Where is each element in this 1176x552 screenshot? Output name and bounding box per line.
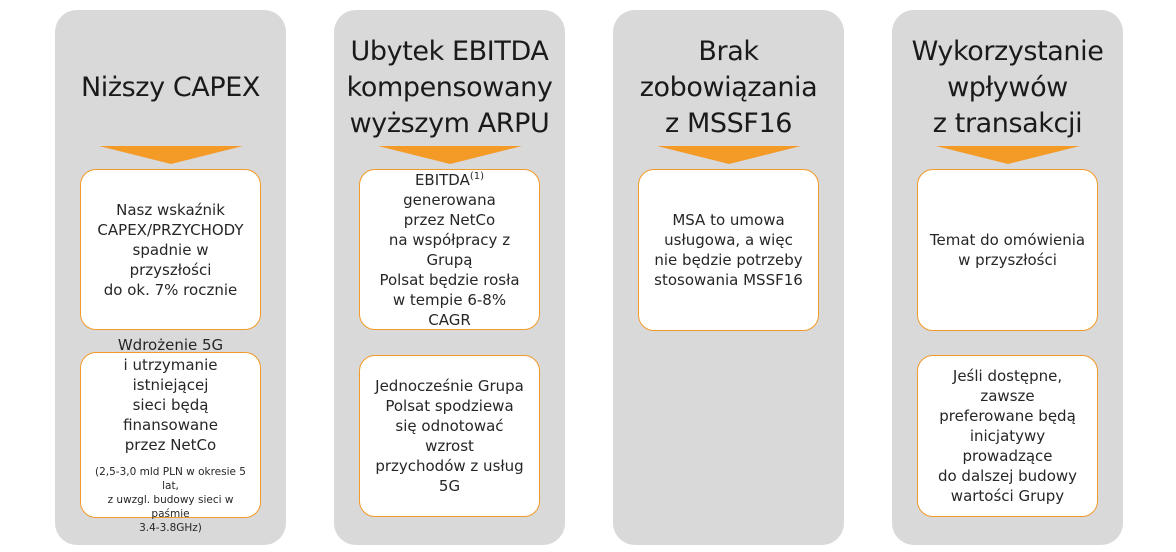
orange-arrow-icon [378,146,522,164]
orange-arrow-icon [936,146,1080,164]
info-box-capex-ratio [80,169,261,330]
info-box-text: Wdrożenie 5G i utrzymanie istniejącej sieci będą finansowane przez NetCo [117,336,224,454]
info-box-ebitda-growth [359,169,540,330]
info-box-5g-revenue [359,355,540,517]
info-box-note: (2,5-3,0 mld PLN w okresie 5 lat, z uwzgl. budowy sieci w paśmie 3.4-3.8GHz) [95,466,246,534]
info-box-text: MSA to umowa usługowa, a więc nie będzie potrzeby stosowania MSSF16 [654,211,803,289]
orange-arrow-icon [99,146,243,164]
column-ebitda-loss [334,10,565,545]
info-box-text: Temat do omówienia w przyszłości [929,231,1086,269]
column-transaction-proceeds [892,10,1123,545]
footnote-marker: (1) [469,170,485,182]
column-title: Niższy CAPEX [80,72,261,103]
info-box-group-value [917,355,1098,517]
ebitda-text: generowana przez NetCo na współpracy z Grupą Polsat będzie rosła w tempie 6-8% CAGR [379,190,520,329]
info-box-msa [638,169,819,331]
column-title: Wykorzystanie wpływów z transakcji [911,36,1104,139]
column-title: Ubytek EBITDA kompensowany wyższym ARPU [346,36,553,139]
column-title: Brak zobowiązania z MSSF16 [639,36,818,139]
info-box-5g-financing [80,336,261,534]
info-box-text: Nasz wskaźnik CAPEX/PRZYCHODY spadnie w przyszłości do ok. 7% rocznie [97,200,244,299]
column-lower-capex [55,10,286,545]
info-box-text: Jednocześnie Grupa Polsat spodziewa się odnotować wzrost przychodów z usług 5G [375,377,524,495]
column-mssf16 [613,10,844,545]
info-box-text: Jeśli dostępne, zawsze preferowane będą inicjatywy prowadzące do dalszej budowy wartości Grupy [937,367,1078,505]
info-box-future-topic [917,169,1098,331]
orange-arrow-icon [657,146,801,164]
info-box-text [370,170,529,330]
ebitda-label: EBITDA [414,170,470,189]
